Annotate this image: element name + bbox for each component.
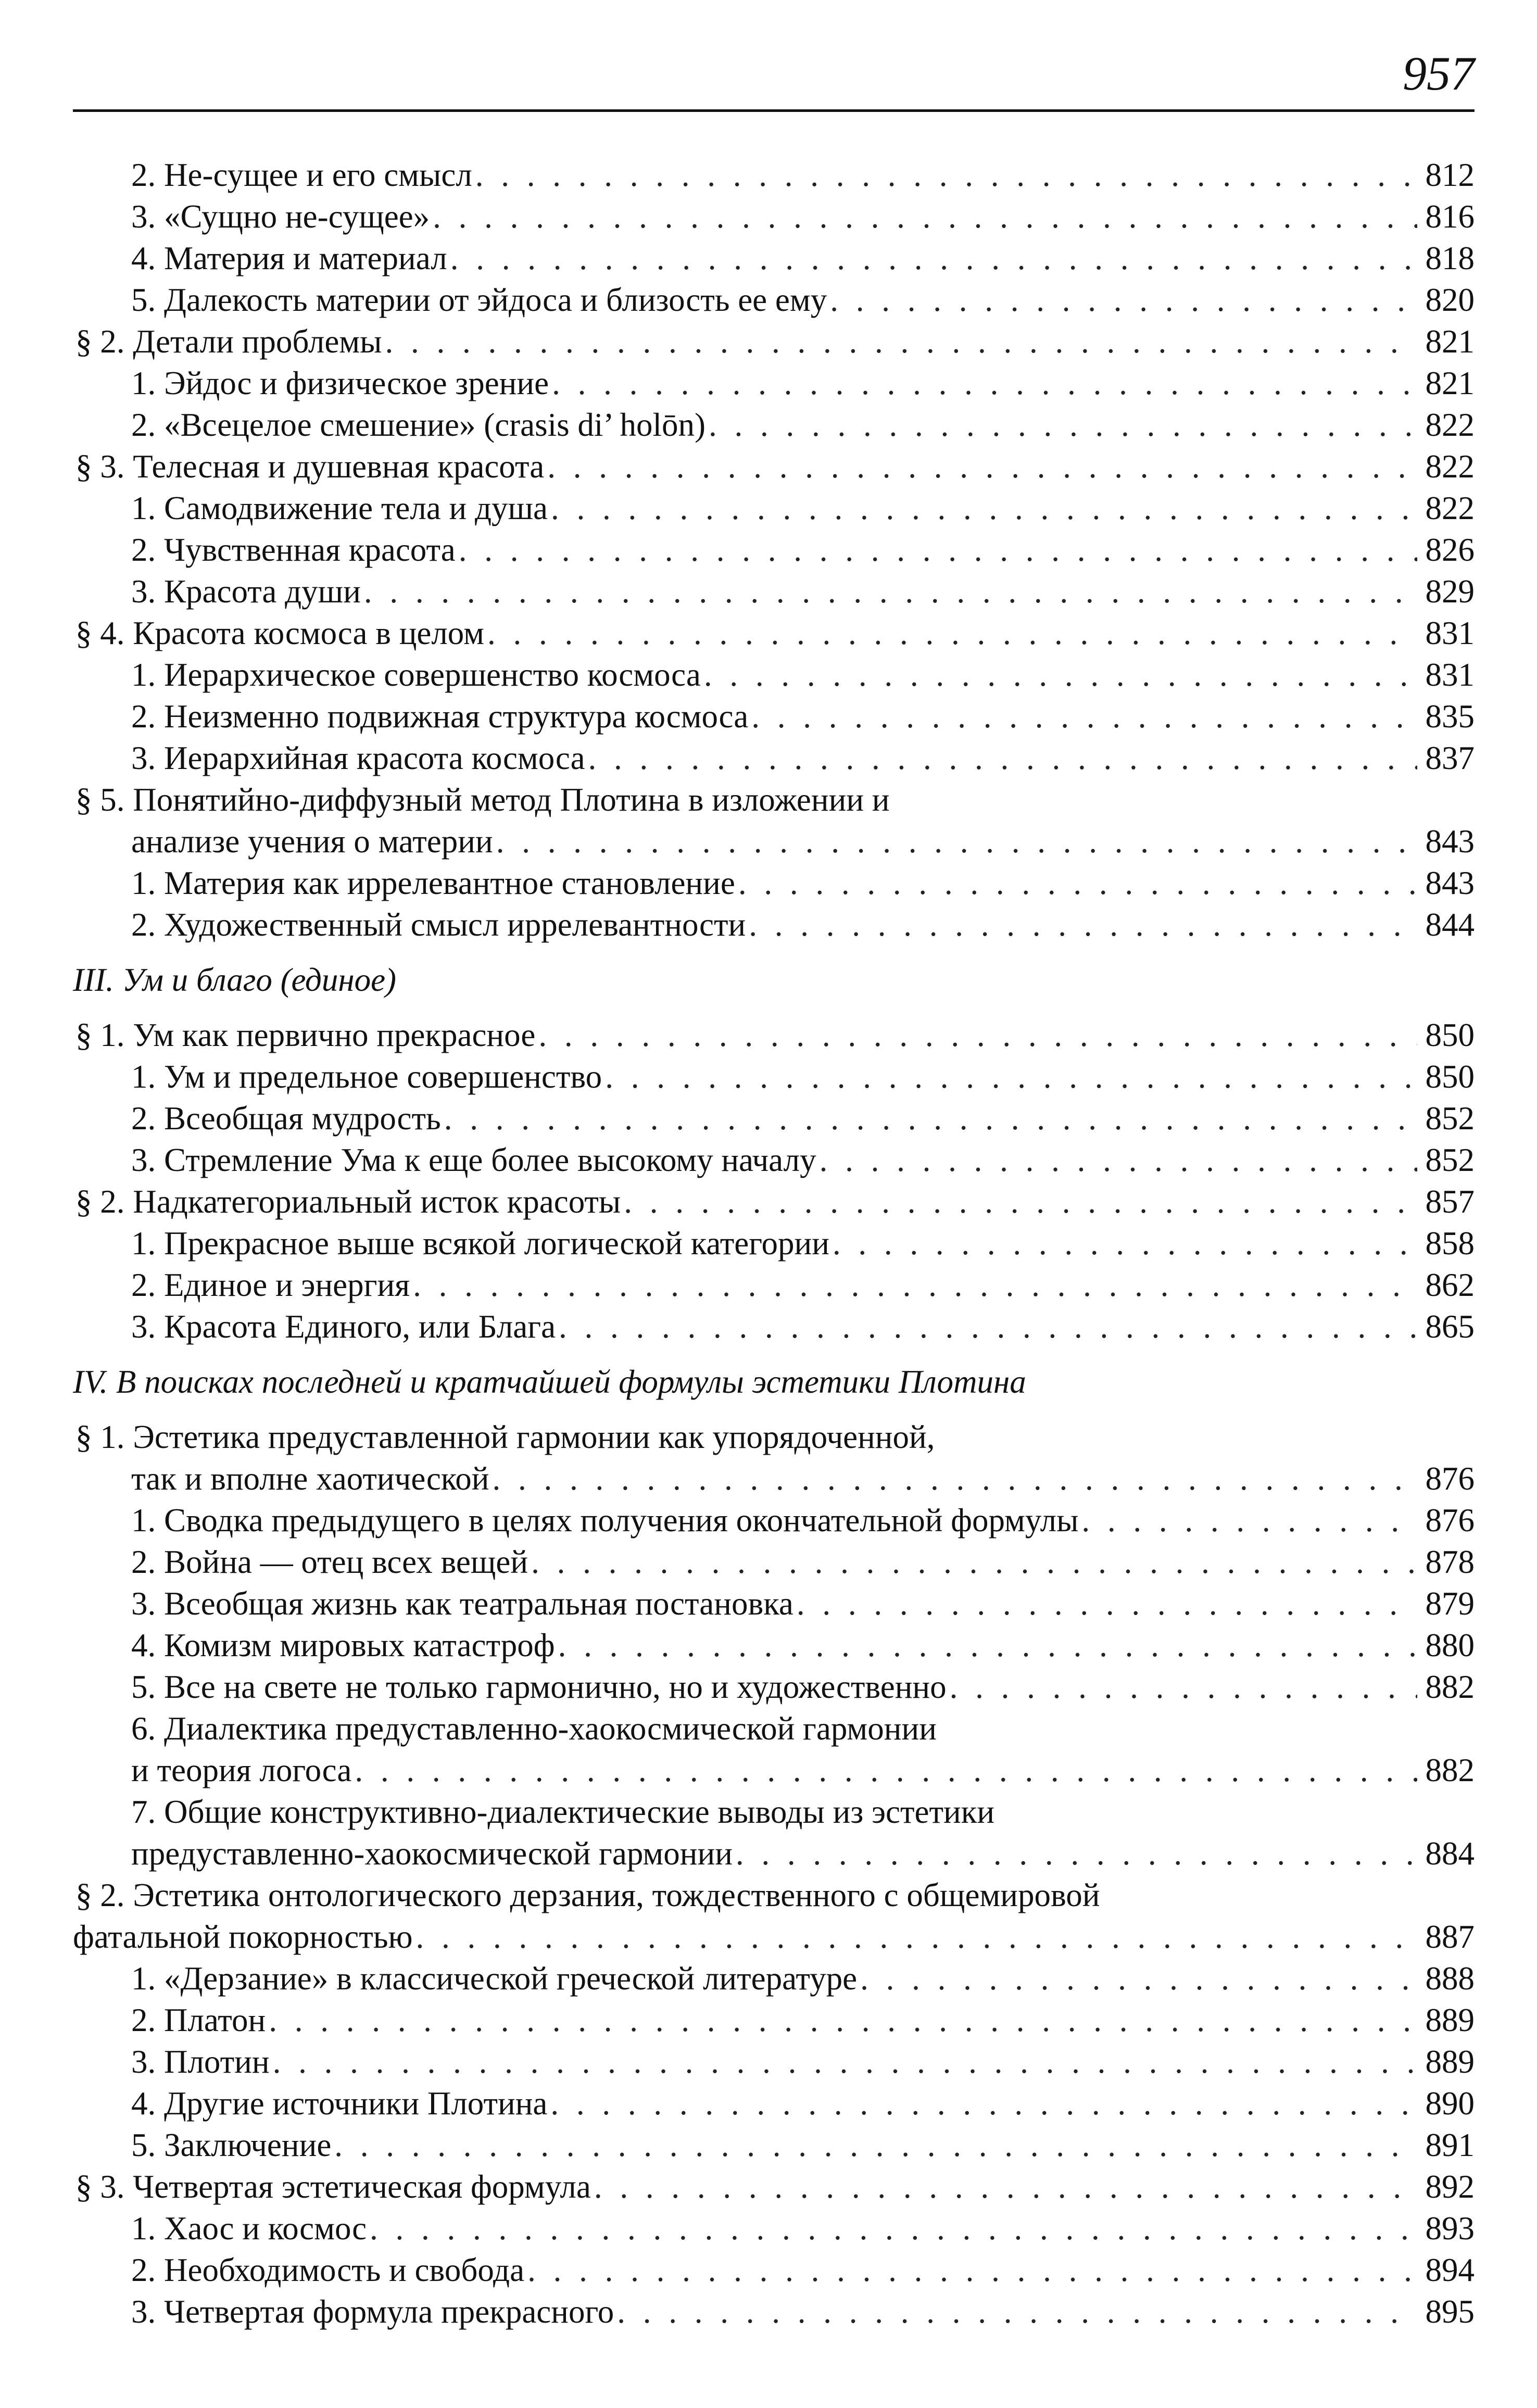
page-number: 957 bbox=[1403, 47, 1475, 100]
toc-entry bbox=[73, 2041, 1475, 2083]
toc-entry-page: 876 bbox=[1425, 1502, 1475, 1539]
toc-entry bbox=[73, 1749, 1475, 1791]
dot-leader bbox=[947, 1666, 1417, 1708]
dot-leader bbox=[827, 279, 1417, 321]
toc-entry bbox=[73, 446, 1475, 487]
toc-entry-title: 3. Красота души bbox=[131, 573, 361, 610]
dot-leader bbox=[591, 2166, 1417, 2208]
toc-entry bbox=[73, 1999, 1475, 2041]
toc-entry bbox=[73, 1958, 1475, 1999]
toc-entry-page: 892 bbox=[1425, 2169, 1475, 2205]
dot-leader bbox=[816, 1139, 1417, 1181]
toc-entry bbox=[73, 1791, 1475, 1833]
dot-leader bbox=[484, 612, 1417, 654]
toc-entry-title: предуставленно-хаокосмической гармонии bbox=[131, 1835, 733, 1872]
toc-entry bbox=[73, 1583, 1475, 1624]
toc-entry-page: 882 bbox=[1425, 1752, 1475, 1788]
dot-leader bbox=[528, 1541, 1417, 1583]
toc-entry-title: 2. Всеобщая мудрость bbox=[131, 1100, 441, 1137]
toc-entry-page: 831 bbox=[1425, 657, 1475, 693]
toc-entry bbox=[73, 1624, 1475, 1666]
toc-entry-title: 2. Платон bbox=[131, 2002, 266, 2038]
toc-entry-page: 821 bbox=[1425, 365, 1475, 401]
dot-leader bbox=[361, 571, 1417, 612]
toc-entry-page: 895 bbox=[1425, 2293, 1475, 2330]
toc-entry bbox=[73, 529, 1475, 571]
dot-leader bbox=[524, 2249, 1417, 2291]
dot-leader bbox=[548, 487, 1417, 529]
dot-leader bbox=[701, 654, 1417, 696]
toc-entry-page: 826 bbox=[1425, 532, 1475, 568]
toc-entry-page: 850 bbox=[1425, 1017, 1475, 1053]
toc-entry bbox=[73, 821, 1475, 862]
toc-entry-page: 820 bbox=[1425, 282, 1475, 318]
dot-leader bbox=[535, 1014, 1417, 1056]
toc-entry-title: 2. Художественный смысл иррелевантности bbox=[131, 906, 746, 943]
toc-entry-title: анализе учения о материи bbox=[131, 823, 493, 860]
toc-entry-title: § 1. Ум как первично прекрасное bbox=[75, 1017, 536, 1053]
toc-entry bbox=[73, 1056, 1475, 1098]
toc-entry-page: 888 bbox=[1425, 1960, 1475, 1997]
toc-entry-title: фатальной покорностью bbox=[73, 1919, 413, 1955]
toc-entry bbox=[73, 1666, 1475, 1708]
toc-entry-title: 6. Диалектика предуставленно-хаокосмической гармонии bbox=[131, 1710, 937, 1747]
dot-leader bbox=[735, 862, 1417, 904]
toc-entry-page: 880 bbox=[1425, 1627, 1475, 1663]
toc-entry-title: 1. Иерархическое совершенство космоса bbox=[131, 657, 701, 693]
toc-entry-page: 865 bbox=[1425, 1308, 1475, 1345]
toc-entry-title: 3. Всеобщая жизнь как театральная постановка bbox=[131, 1585, 793, 1622]
toc-entry-title: 3. «Сущно не-сущее» bbox=[131, 198, 430, 235]
toc-entry-title: 3. Плотин bbox=[131, 2044, 270, 2080]
toc-entry bbox=[73, 1708, 1475, 1749]
toc-entry-title: 4. Другие источники Плотина bbox=[131, 2085, 548, 2122]
dot-leader bbox=[748, 696, 1417, 737]
toc-entry bbox=[73, 1139, 1475, 1181]
toc-entry-page: 857 bbox=[1425, 1183, 1475, 1220]
toc-entry-title: 1. Прекрасное выше всякой логической категории bbox=[131, 1225, 829, 1262]
toc-entry-title: § 5. Понятийно-диффузный метод Плотина в изложении и bbox=[75, 781, 890, 818]
dot-leader bbox=[456, 529, 1417, 571]
toc-entry-page: 894 bbox=[1425, 2252, 1475, 2288]
toc-entry-page: 822 bbox=[1425, 490, 1475, 526]
toc-entry-title: § 4. Красота космоса в целом bbox=[75, 615, 484, 651]
toc-entry-page: 822 bbox=[1425, 407, 1475, 443]
toc-entry bbox=[73, 2291, 1475, 2333]
toc-entry-page: 884 bbox=[1425, 1835, 1475, 1872]
toc-entry-page: 835 bbox=[1425, 698, 1475, 735]
dot-leader bbox=[270, 2041, 1417, 2083]
toc-entry-title: § 2. Надкатегориальный исток красоты bbox=[75, 1183, 621, 1220]
toc-entry-page: 887 bbox=[1425, 1919, 1475, 1955]
dot-leader bbox=[430, 196, 1417, 237]
toc-entry-page: 889 bbox=[1425, 2002, 1475, 2038]
dot-leader bbox=[621, 1181, 1417, 1222]
dot-leader bbox=[266, 1999, 1417, 2041]
toc-entry-title: 2. Чувственная красота bbox=[131, 532, 456, 568]
toc-entry-title: 3. Стремление Ума к еще более высокому началу bbox=[131, 1142, 816, 1178]
dot-leader bbox=[555, 1624, 1417, 1666]
toc-entry bbox=[73, 612, 1475, 654]
dot-leader bbox=[549, 362, 1417, 404]
toc-entry-page: 822 bbox=[1425, 448, 1475, 485]
toc-entry-title: 3. Красота Единого, или Блага bbox=[131, 1308, 556, 1345]
toc-entry-title: 1. Самодвижение тела и душа bbox=[131, 490, 548, 526]
toc-entry-page: 889 bbox=[1425, 2044, 1475, 2080]
toc-entry-title: § 1. Эстетика предуставленной гармонии как упорядоченной, bbox=[75, 1419, 935, 1455]
toc-entry bbox=[73, 2083, 1475, 2124]
dot-leader bbox=[493, 821, 1417, 862]
toc-entry bbox=[73, 904, 1475, 945]
dot-leader bbox=[382, 321, 1417, 362]
dot-leader bbox=[544, 446, 1417, 487]
toc-entry-title: 3. Иерархийная красота космоса bbox=[131, 740, 585, 776]
toc-entry bbox=[73, 1499, 1475, 1541]
toc-entry-title: 4. Комизм мировых катастроф bbox=[131, 1627, 555, 1663]
toc-entry bbox=[73, 1098, 1475, 1139]
toc-entry-title: § 2. Эстетика онтологического дерзания, тождественного с общемировой bbox=[75, 1877, 1100, 1913]
toc-entry bbox=[73, 154, 1475, 196]
dot-leader bbox=[857, 1958, 1417, 1999]
toc-entry bbox=[73, 1181, 1475, 1222]
dot-leader bbox=[489, 1458, 1417, 1499]
toc-entry bbox=[73, 1874, 1475, 1916]
toc-entry bbox=[73, 196, 1475, 237]
dot-leader bbox=[547, 2083, 1417, 2124]
toc-entry-title: 2. Неизменно подвижная структура космоса bbox=[131, 698, 749, 735]
toc-entry-page: 890 bbox=[1425, 2085, 1475, 2122]
toc-entry-title: 1. Ум и предельное совершенство bbox=[131, 1058, 602, 1095]
toc-entry-title: 2. Необходимость и свобода bbox=[131, 2252, 525, 2288]
dot-leader bbox=[829, 1222, 1417, 1264]
dot-leader bbox=[733, 1833, 1417, 1874]
toc-entry-title: § 2. Детали проблемы bbox=[75, 323, 382, 360]
toc-entry-title: 2. «Всецелое смешение» (crasis di’ holōn) bbox=[131, 407, 705, 443]
table-of-contents bbox=[73, 154, 1475, 2333]
toc-entry bbox=[73, 1264, 1475, 1306]
toc-entry bbox=[73, 1222, 1475, 1264]
toc-entry-title: 3. Четвертая формула прекрасного bbox=[131, 2293, 614, 2330]
toc-entry bbox=[73, 779, 1475, 821]
toc-entry-page: 816 bbox=[1425, 198, 1475, 235]
toc-entry bbox=[73, 571, 1475, 612]
toc-entry bbox=[73, 2166, 1475, 2208]
toc-entry-title: 1. Материя как иррелевантное становление bbox=[131, 865, 735, 901]
toc-entry bbox=[73, 1014, 1475, 1056]
toc-entry-page: 862 bbox=[1425, 1267, 1475, 1303]
toc-entry-page: 876 bbox=[1425, 1460, 1475, 1497]
toc-entry-page: 818 bbox=[1425, 240, 1475, 276]
dot-leader bbox=[705, 404, 1417, 446]
toc-group-part-3 bbox=[73, 1014, 1475, 1347]
dot-leader bbox=[614, 2291, 1417, 2333]
toc-entry bbox=[73, 1458, 1475, 1499]
toc-entry-title: § 3. Телесная и душевная красота bbox=[75, 448, 545, 485]
toc-entry-title: 2. Не-сущее и его смысл bbox=[131, 157, 472, 193]
dot-leader bbox=[447, 237, 1417, 279]
toc-entry bbox=[73, 362, 1475, 404]
toc-entry bbox=[73, 862, 1475, 904]
toc-entry-page: 843 bbox=[1425, 865, 1475, 901]
toc-entry-title: так и вполне хаотической bbox=[131, 1460, 489, 1497]
toc-entry-title: 4. Материя и материал bbox=[131, 240, 447, 276]
toc-entry-page: 878 bbox=[1425, 1544, 1475, 1580]
toc-entry-page: 879 bbox=[1425, 1585, 1475, 1622]
toc-entry bbox=[73, 2124, 1475, 2166]
dot-leader bbox=[556, 1306, 1417, 1347]
toc-entry-page: 850 bbox=[1425, 1058, 1475, 1095]
dot-leader bbox=[441, 1098, 1417, 1139]
toc-entry bbox=[73, 404, 1475, 446]
toc-entry-page: 843 bbox=[1425, 823, 1475, 860]
toc-entry-page: 891 bbox=[1425, 2127, 1475, 2163]
toc-entry bbox=[73, 1416, 1475, 1458]
toc-entry-page: 852 bbox=[1425, 1100, 1475, 1137]
dot-leader bbox=[472, 154, 1417, 196]
part-heading-4: IV. В поисках последней и кратчайшей формулы эстетики Плотина bbox=[73, 1364, 1026, 1400]
toc-entry-page: 852 bbox=[1425, 1142, 1475, 1178]
dot-leader bbox=[585, 737, 1417, 779]
toc-entry bbox=[73, 2249, 1475, 2291]
toc-entry-page: 893 bbox=[1425, 2210, 1475, 2247]
toc-entry-title: 1. «Дерзание» в классической греческой литературе bbox=[131, 1960, 858, 1997]
dot-leader bbox=[793, 1583, 1417, 1624]
toc-entry-page: 844 bbox=[1425, 906, 1475, 943]
toc-entry bbox=[73, 654, 1475, 696]
dot-leader bbox=[602, 1056, 1417, 1098]
toc-entry bbox=[73, 1541, 1475, 1583]
toc-entry-title: § 3. Четвертая эстетическая формула bbox=[75, 2169, 591, 2205]
toc-entry bbox=[73, 737, 1475, 779]
header-rule bbox=[73, 109, 1475, 112]
toc-entry-page: 821 bbox=[1425, 323, 1475, 360]
toc-entry-title: 7. Общие конструктивно-диалектические выводы из эстетики bbox=[131, 1794, 995, 1830]
dot-leader bbox=[746, 904, 1417, 945]
toc-entry-title: и теория логоса bbox=[131, 1752, 352, 1788]
toc-entry-page: 882 bbox=[1425, 1669, 1475, 1705]
dot-leader bbox=[367, 2208, 1417, 2249]
toc-entry-page: 812 bbox=[1425, 157, 1475, 193]
dot-leader bbox=[410, 1264, 1417, 1306]
toc-entry-title: 1. Сводка предыдущего в целях получения окончательной формулы bbox=[131, 1502, 1079, 1539]
toc-entry-page: 837 bbox=[1425, 740, 1475, 776]
toc-entry bbox=[73, 1833, 1475, 1874]
toc-group-part-4 bbox=[73, 1416, 1475, 2333]
toc-entry-title: 5. Заключение bbox=[131, 2127, 332, 2163]
toc-entry bbox=[73, 237, 1475, 279]
dot-leader bbox=[331, 2124, 1417, 2166]
toc-entry bbox=[73, 321, 1475, 362]
toc-entry-title: 1. Эйдос и физическое зрение bbox=[131, 365, 549, 401]
dot-leader bbox=[1078, 1499, 1417, 1541]
toc-entry bbox=[73, 487, 1475, 529]
part-heading-3: III. Ум и благо (единое) bbox=[73, 962, 397, 998]
toc-entry-title: 5. Далекость материи от эйдоса и близость ее ему bbox=[131, 282, 827, 318]
toc-group-part-2-continued bbox=[73, 154, 1475, 945]
toc-entry bbox=[73, 696, 1475, 737]
toc-entry bbox=[73, 2208, 1475, 2249]
toc-entry-title: 5. Все на свете не только гармонично, но и художественно bbox=[131, 1669, 947, 1705]
toc-entry-title: 2. Война — отец всех вещей bbox=[131, 1544, 528, 1580]
toc-entry-page: 829 bbox=[1425, 573, 1475, 610]
toc-entry-page: 831 bbox=[1425, 615, 1475, 651]
dot-leader bbox=[351, 1749, 1417, 1791]
toc-entry-title: 2. Единое и энергия bbox=[131, 1267, 410, 1303]
toc-entry-title: 1. Хаос и космос bbox=[131, 2210, 367, 2247]
toc-entry bbox=[73, 1306, 1475, 1347]
toc-entry-page: 858 bbox=[1425, 1225, 1475, 1262]
dot-leader bbox=[413, 1916, 1417, 1958]
toc-entry bbox=[73, 279, 1475, 321]
toc-entry bbox=[73, 1916, 1475, 1958]
